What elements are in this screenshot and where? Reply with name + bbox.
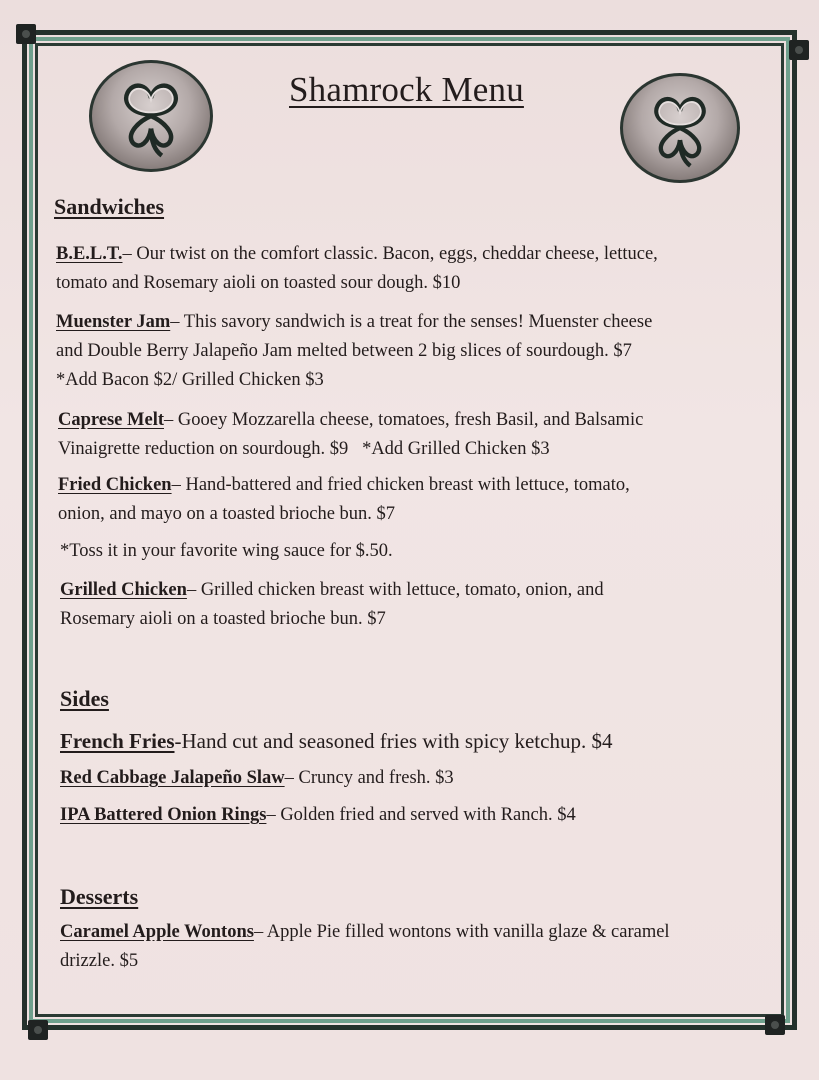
item-description-line: and Double Berry Jalapeño Jam melted between 2 big slices of sourdough. $7	[56, 341, 632, 361]
item-description-line: Rosemary aioli on a toasted brioche bun. $7	[60, 609, 386, 629]
item-description-line: Vinaigrette reduction on sourdough. $9 *Add Grilled Chicken $3	[58, 439, 550, 459]
item-description: -Hand cut and seasoned fries with spicy ketchup. $4	[174, 729, 613, 753]
menu-item-muenster-jam	[56, 308, 652, 395]
item-name: Caprese Melt	[58, 410, 164, 430]
item-addon-note: *Toss it in your favorite wing sauce for $.50.	[60, 541, 393, 561]
item-description: – Grilled chicken breast with lettuce, tomato, onion, and	[186, 580, 604, 600]
item-name: Red Cabbage Jalapeño Slaw	[60, 768, 285, 788]
item-description: – Apple Pie filled wontons with vanilla glaze & caramel	[253, 922, 670, 942]
menu-item-fried-chicken	[58, 471, 630, 529]
menu-title: Shamrock Menu	[289, 70, 524, 109]
item-description-line: onion, and mayo on a toasted brioche bun. $7	[58, 504, 396, 524]
item-description: – Golden fried and served with Ranch. $4	[266, 805, 576, 825]
item-description: – Our twist on the comfort classic. Bacon, eggs, cheddar cheese, lettuce,	[122, 244, 658, 264]
item-name: Caramel Apple Wontons	[60, 922, 254, 942]
item-description: – Cruncy and fresh. $3	[284, 768, 454, 788]
item-description: – Hand-battered and fried chicken breast with lettuce, tomato,	[171, 475, 630, 495]
section-heading-sandwiches: Sandwiches	[54, 194, 165, 219]
item-description-line: drizzle. $5	[60, 951, 139, 971]
shamrock-medallion-left	[89, 60, 213, 172]
item-name: Muenster Jam	[56, 312, 171, 332]
menu-item-french-fries	[60, 727, 612, 756]
item-name: French Fries	[60, 729, 175, 753]
item-name: Fried Chicken	[58, 475, 172, 495]
corner-rivet-icon	[28, 1020, 48, 1040]
corner-rivet-icon	[789, 40, 809, 60]
item-name: Grilled Chicken	[60, 580, 187, 600]
menu-item-belt	[56, 240, 658, 298]
menu-item-grilled-chicken	[60, 576, 604, 634]
corner-rivet-icon	[765, 1015, 785, 1035]
menu-item-caramel-apple-wontons	[60, 918, 670, 976]
item-description-line: tomato and Rosemary aioli on toasted sour dough. $10	[56, 273, 461, 293]
item-addon-note: *Add Bacon $2/ Grilled Chicken $3	[56, 370, 324, 390]
menu-item-red-cabbage-slaw	[60, 764, 454, 793]
section-heading-desserts: Desserts	[60, 884, 139, 909]
menu-item-caprese-melt	[58, 406, 643, 464]
corner-rivet-icon	[16, 24, 36, 44]
item-description: – This savory sandwich is a treat for the senses! Muenster cheese	[170, 312, 653, 332]
item-name: IPA Battered Onion Rings	[60, 805, 267, 825]
item-description: – Gooey Mozzarella cheese, tomatoes, fresh Basil, and Balsamic	[164, 410, 644, 430]
section-heading-sides: Sides	[60, 686, 109, 711]
shamrock-icon	[637, 85, 723, 171]
item-name: B.E.L.T.	[56, 244, 123, 264]
menu-item-onion-rings	[60, 801, 576, 830]
shamrock-medallion-right	[620, 73, 740, 183]
shamrock-icon	[106, 71, 196, 161]
